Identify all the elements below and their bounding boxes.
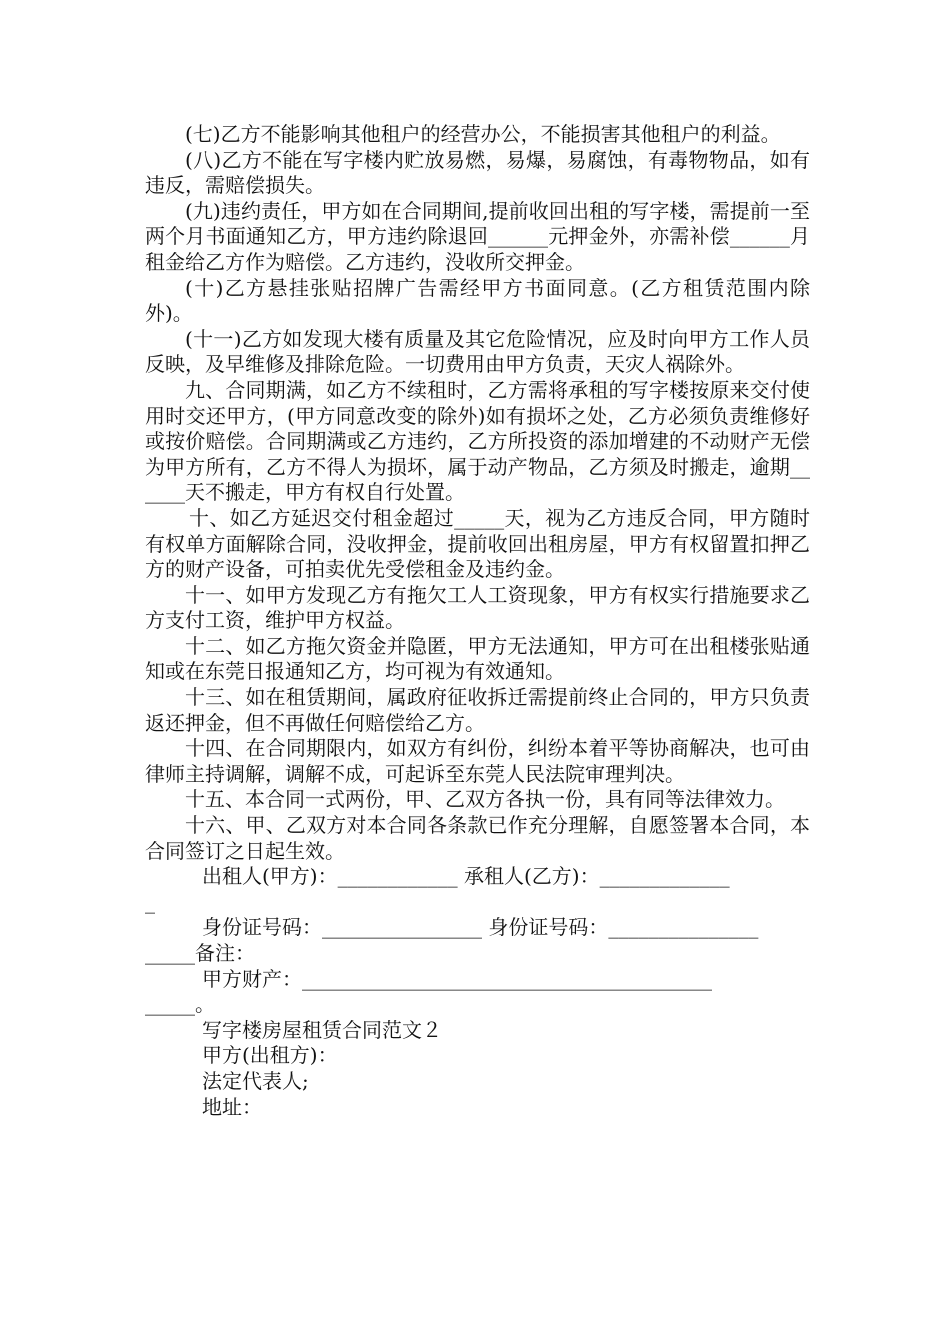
article-15-copies: 十五、本合同一式两份，甲、乙双方各执一份，具有同等法律效力。 <box>185 787 785 812</box>
legal-rep-label: 法定代表人; <box>202 1068 309 1093</box>
lessor-property-overflow: _____。 <box>145 992 215 1017</box>
clause-11-hazard: (十一)乙方如发现大楼有质量及其它危险情况，应及时向甲方工作人员反映，及早维修及排除危险。一切费用由甲方负责，天灾人祸除外。 <box>145 326 810 377</box>
article-13-demolition: 十三、如在租赁期间，属政府征收拆迁需提前终止合同的，甲方只负责返还押金，但不再做任何赔偿给乙方。 <box>145 685 810 735</box>
party-a-label: 甲方(出租方)： <box>202 1043 338 1068</box>
article-14-disputes: 十四、在合同期限内，如双方有纠份，纠纷本着平等协商解决，也可由律师主持调解，调解不成，可起诉至东莞人民法院审理判决。 <box>145 736 810 786</box>
article-11-wages: 十一、如甲方发现乙方有拖欠工人工资现象，甲方有权实行措施要求乙方支付工资，维护甲方权益。 <box>145 582 810 633</box>
article-16-effective: 十六、甲、乙双方对本合同各条款已作充分理解，自愿签署本合同，本合同签订之日起生效。 <box>145 813 810 863</box>
document-body <box>145 122 810 1120</box>
clause-7: (七)乙方不能影响其他租户的经营办公，不能损害其他租户的利益。 <box>185 122 781 146</box>
id-number-line: 身份证号码：________________ 身份证号码：_______________ <box>202 915 759 940</box>
article-12-notice: 十二、如乙方拖欠资金并隐匿，甲方无法通知，甲方可在出租楼张贴通知或在东莞日报通知乙方，均可视为有效通知。 <box>145 633 810 684</box>
clause-9-breach: (九)违约责任，甲方如在合同期间,提前收回出租的写字楼，需提前一至两个月书面通知乙方，甲方违约除退回______元押金外，亦需补偿______月租金给乙方作为赔偿。乙方违约，没收所交押金。 <box>145 198 810 274</box>
address-label: 地址： <box>202 1094 262 1119</box>
remarks-line: _____备注： <box>145 941 255 965</box>
section-title: 写字楼房屋租赁合同范文２ <box>202 1017 442 1042</box>
article-10-late-rent: 十、如乙方延迟交付租金超过_____天，视为乙方违反合同，甲方随时有权单方面解除合同，没收押金，提前收回出租房屋，甲方有权留置扣押乙方的财产设备，可拍卖优先受偿租金及违约金。 <box>145 505 810 582</box>
lessor-property-line: 甲方财产：_________________________________________ <box>202 966 712 991</box>
clause-8: (八)乙方不能在写字楼内贮放易燃，易爆，易腐蚀，有毒物物品，如有违反，需赔偿损失。 <box>145 147 810 198</box>
signature-overflow-line: _ <box>145 889 155 914</box>
clause-10-signage: (十)乙方悬挂张贴招牌广告需经甲方书面同意。(乙方租赁范围内除外)。 <box>145 275 810 326</box>
article-9-expiry: 九、合同期满，如乙方不续租时，乙方需将承租的写字楼按原来交付使用时交还甲方，(甲方同意改变的除外)如有损坏之处，乙方必须负责维修好或按价赔偿。合同期满或乙方违约，乙方所投资的添加增建的不动财产无偿为甲方所有，乙方不得人为损坏，属于动产物品，乙方须及时搬走，逾期______天不搬走，甲方有权自行处置。 <box>145 377 810 505</box>
signature-parties-line: 出租人(甲方)：____________ 承租人(乙方)：_____________ <box>202 864 730 889</box>
